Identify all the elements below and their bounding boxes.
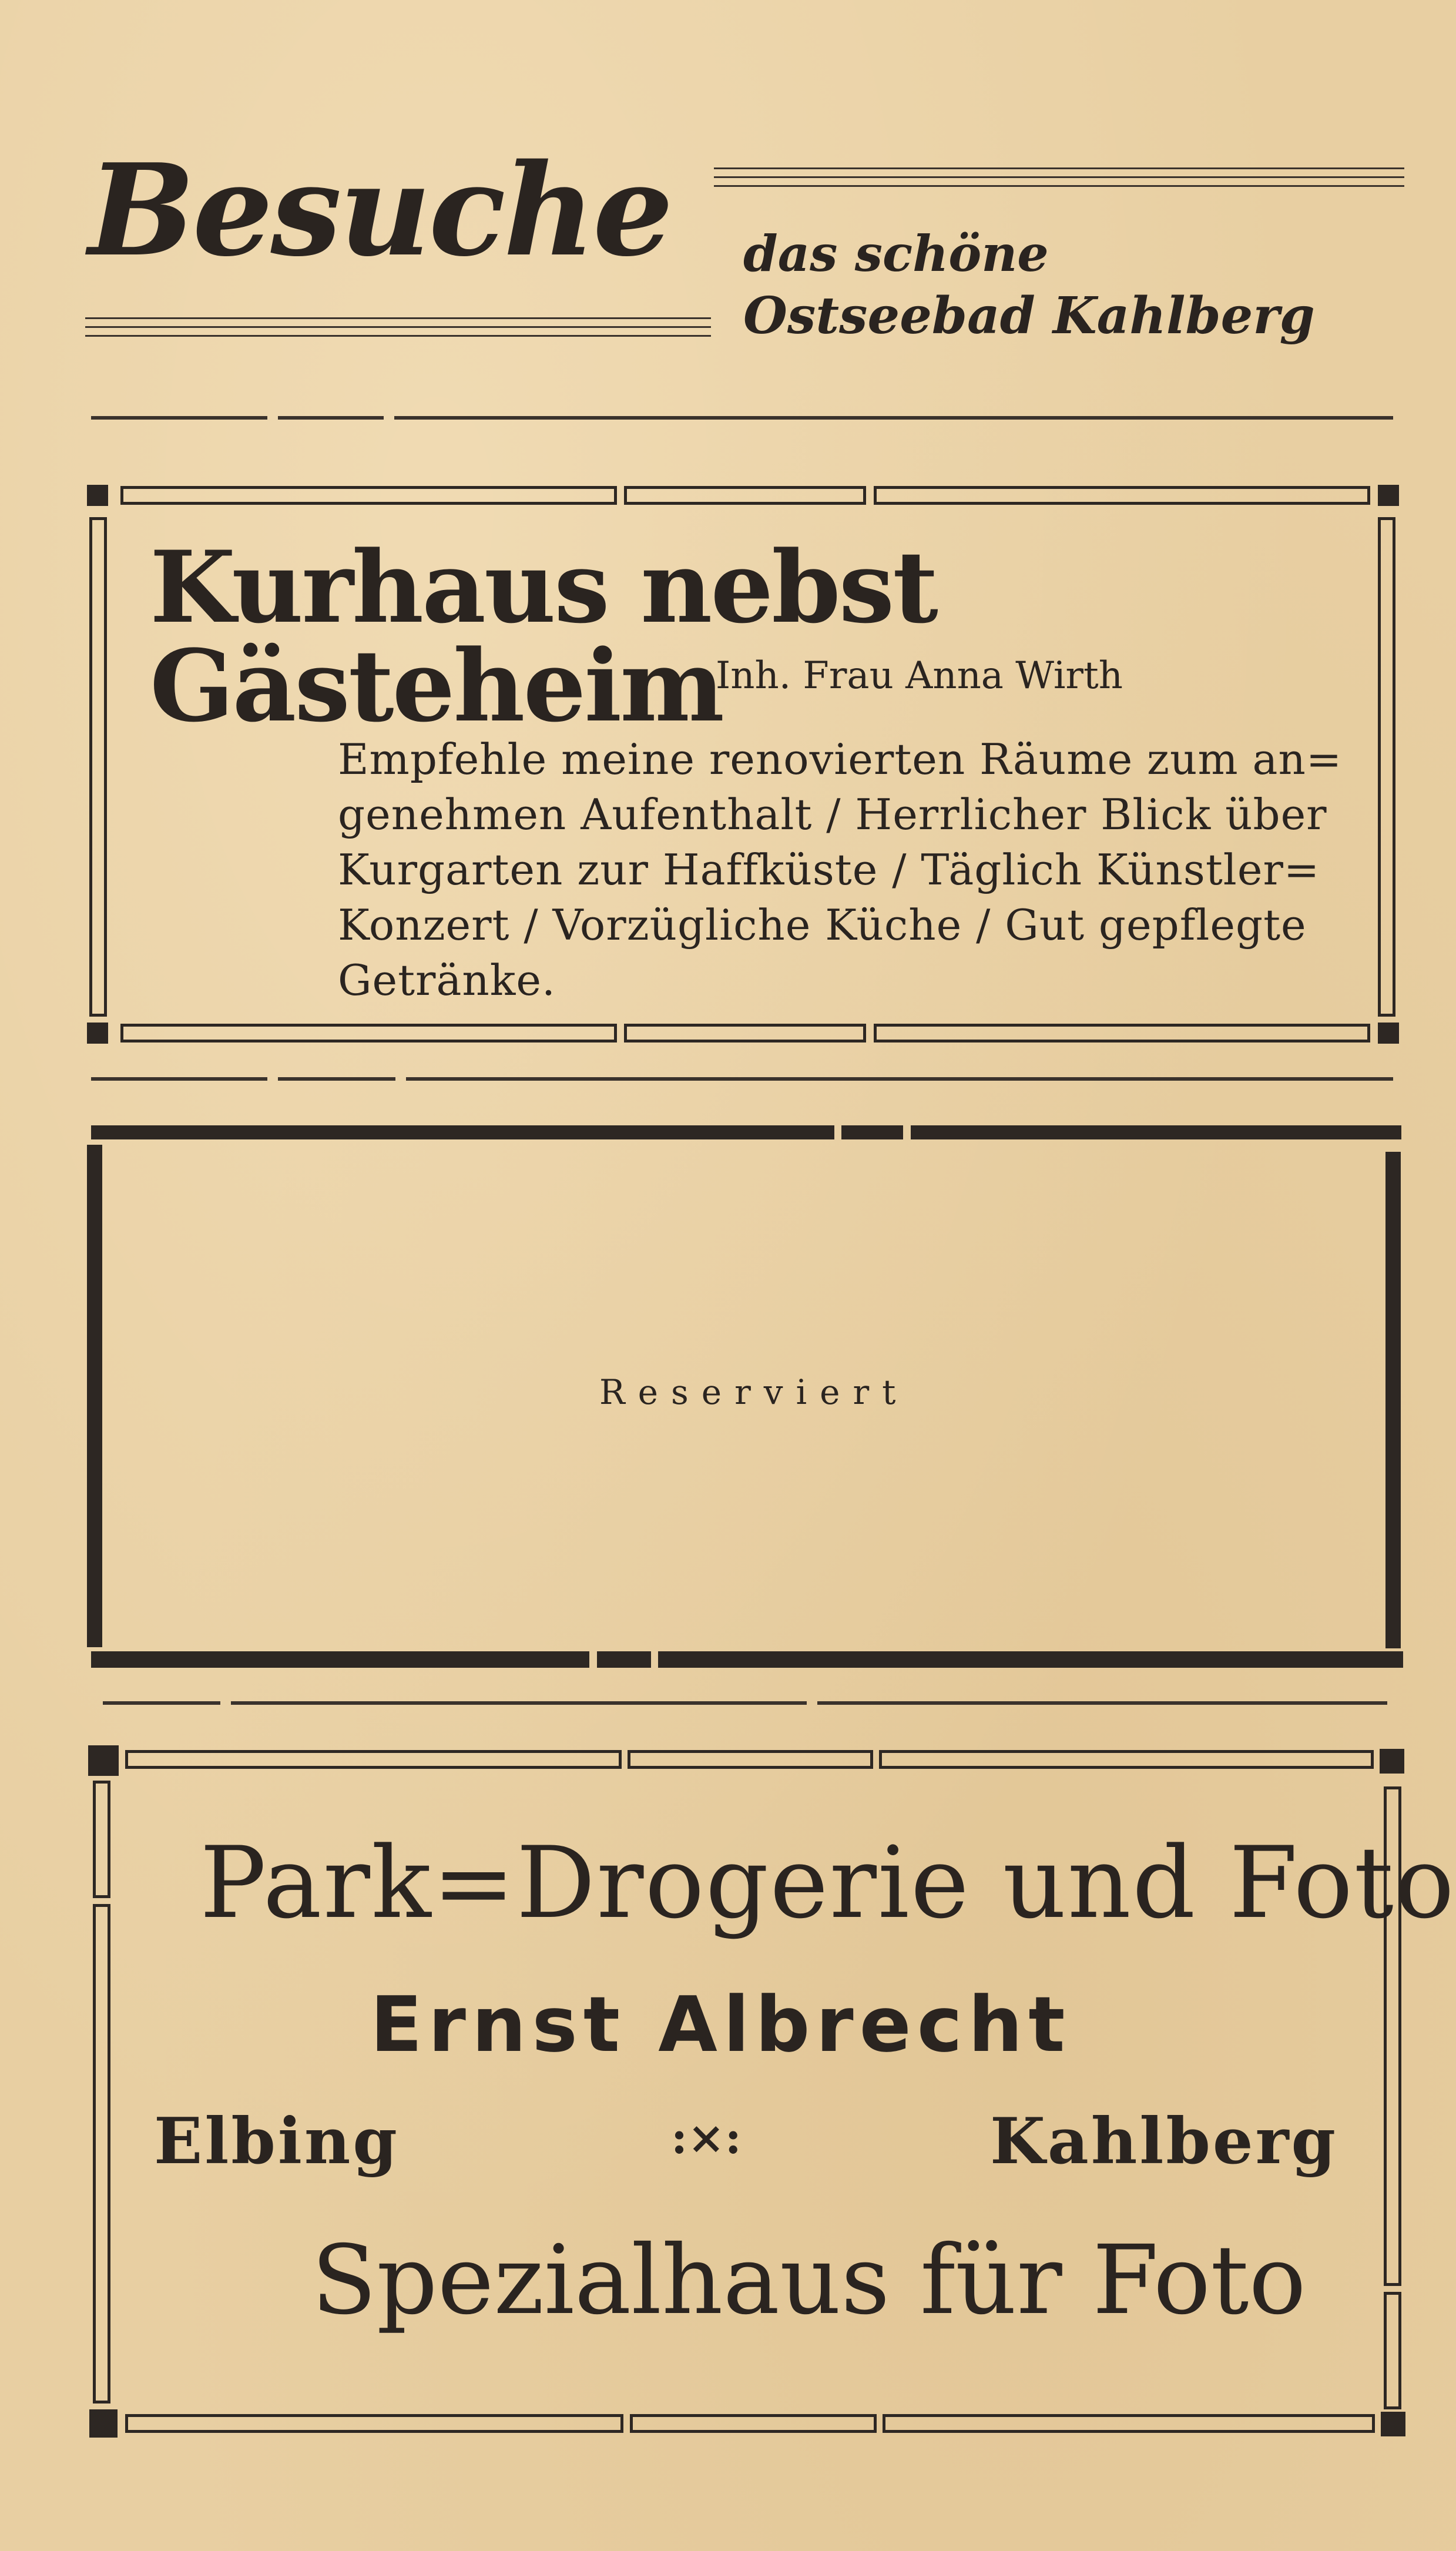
- frame-corner: [89, 2409, 118, 2438]
- frame-corner: [1378, 1023, 1399, 1044]
- frame-bar: [883, 2414, 1375, 2433]
- frame-bar: [624, 1024, 866, 1042]
- frame-side-left: [93, 1904, 110, 2403]
- frame-bar: [911, 1125, 1401, 1139]
- ad-drogerie-title: Park=Drogerie und Foto: [200, 1825, 1456, 1940]
- header-line1: das schöne: [743, 224, 1049, 283]
- header-rule-bottom-3: [85, 335, 711, 337]
- header-rule-top-3: [714, 185, 1404, 187]
- frame-side-left: [87, 1145, 102, 1647]
- frame-bar: [841, 1125, 903, 1139]
- frame-bar: [125, 2414, 623, 2433]
- frame-bar: [597, 1651, 651, 1668]
- ad-reserviert-label: Reserviert: [599, 1372, 909, 1412]
- ad-drogerie-tagline: Spezialhaus für Foto: [311, 2225, 1306, 2336]
- frame-bar: [91, 1651, 589, 1668]
- frame-bar: [125, 1750, 622, 1769]
- frame-side-right: [1385, 1152, 1401, 1648]
- frame-bar: [658, 1651, 1403, 1668]
- frame-corner: [87, 1023, 108, 1044]
- ad-kurhaus-body-line: Kurgarten zur Haffküste / Täglich Künstler=: [338, 845, 1320, 894]
- frame-bar: [91, 1125, 834, 1139]
- frame-corner: [87, 485, 108, 506]
- header-line2: Ostseebad Kahlberg: [743, 286, 1315, 346]
- ad-kurhaus-body: [338, 732, 1348, 1008]
- frame-bar: [120, 486, 617, 505]
- separator-1: [91, 416, 1395, 420]
- frame-corner: [1381, 2412, 1405, 2436]
- header-rule-bottom-2: [85, 326, 711, 328]
- frame-side-left: [93, 1781, 110, 1898]
- frame-corner: [1380, 1749, 1404, 1774]
- ad-kurhaus-title: Kurhaus nebst Gästeheim: [150, 529, 937, 744]
- frame-bar: [874, 486, 1370, 505]
- ad-drogerie-name: Ernst Albrecht: [370, 1980, 1071, 2069]
- ad-drogerie-city-left: Elbing: [154, 2104, 400, 2178]
- ad-drogerie-separator: :×:: [671, 2111, 742, 2164]
- ad-kurhaus-body-line: Konzert / Vorzügliche Küche / Gut gepflegte: [338, 900, 1307, 950]
- ad-kurhaus-body-line: genehmen Aufenthalt / Herrlicher Blick über: [338, 790, 1327, 839]
- ad-drogerie-city-right: Kahlberg: [990, 2104, 1338, 2178]
- ad-kurhaus-body-line: Getränke.: [338, 956, 556, 1005]
- header-title: Besuche: [88, 136, 671, 284]
- header-rule-bottom-1: [85, 317, 711, 319]
- frame-bar: [874, 1024, 1370, 1042]
- header-rule-top-1: [714, 167, 1404, 169]
- frame-corner: [1378, 485, 1399, 506]
- frame-bar: [630, 2414, 877, 2433]
- separator-2: [91, 1077, 1395, 1081]
- header-rule-top-2: [714, 176, 1404, 178]
- ad-kurhaus-body-line: Empfehle meine renovierten Räume zum an=: [338, 735, 1343, 784]
- ad-kurhaus-owner: Inh. Frau Anna Wirth: [716, 654, 1123, 698]
- separator-3: [103, 1701, 1401, 1705]
- frame-side-left: [89, 517, 107, 1017]
- frame-bar: [624, 486, 866, 505]
- frame-bar: [628, 1750, 873, 1769]
- frame-bar: [879, 1750, 1374, 1769]
- frame-corner: [88, 1745, 119, 1776]
- frame-bar: [120, 1024, 617, 1042]
- frame-side-right: [1384, 2292, 1401, 2409]
